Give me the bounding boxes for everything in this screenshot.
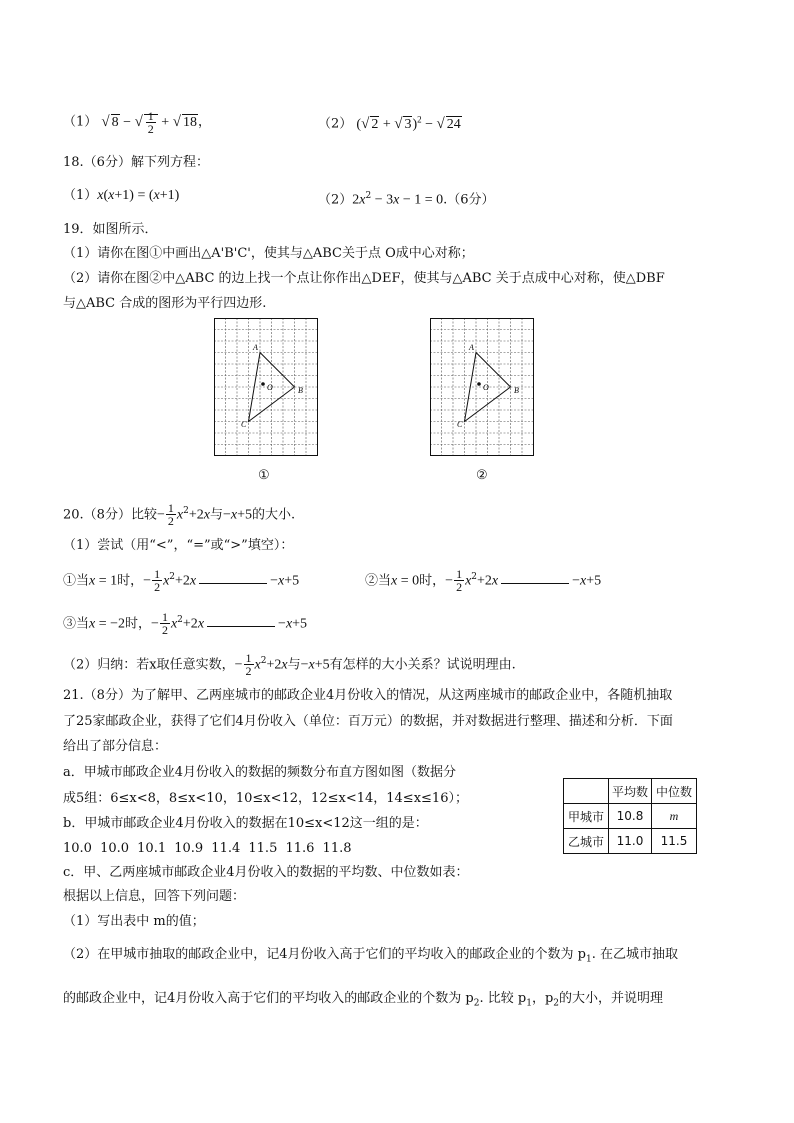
- table-cell: 甲城市: [564, 804, 609, 829]
- table-cell: 11.0: [609, 829, 652, 854]
- figure-2-grid: [430, 318, 534, 456]
- label-a-2: A: [469, 343, 474, 352]
- stats-table: [563, 778, 697, 854]
- q21-question2-a: （2）在甲城市抽取的邮政企业中，记4月份收入高于它们的平均收入的邮政企业的个数为 $p_1$. 在乙城市抽取: [63, 947, 678, 965]
- q19-line2: （2）请你在图②中△ABC 的边上找一个点让你作出△DEF，使其与△ABC 关于点成中心对称，使△DBF: [63, 271, 665, 286]
- q20-case3: ③当x = −2时，− $\frac{1}{2}$ $x^2+2x -x+5$: [63, 610, 308, 638]
- q17-part1-label: （1）: [63, 114, 98, 130]
- q21-line1: 21.（8分）为了解甲、乙两座城市的邮政企业4月份收入的情况，从这两座城市的邮政企业中，各随机抽取: [63, 688, 673, 703]
- q21-line3: 给出了部分信息：: [63, 739, 168, 754]
- table-row: [564, 829, 697, 854]
- q17-expr2: (√ 2 + √ 3)$^2$ − √ 24: [356, 114, 461, 132]
- figure-1-grid: [214, 318, 318, 456]
- q21-question1: （1）写出表中 m的值；: [63, 914, 205, 929]
- figure-1-caption: ①: [258, 468, 270, 483]
- point-o-2: [477, 382, 481, 386]
- answer-blank-3[interactable]: [207, 614, 275, 627]
- q20-line2: （2）归纳：若x取任意实数，− $\frac{1}{2}$ $x^2+2x$与−x+5有怎样的大小关系？试说明理由.: [63, 651, 516, 679]
- answer-blank-2[interactable]: [501, 571, 569, 584]
- label-c-2: C: [457, 420, 463, 429]
- table-header-cell: 中位数: [652, 779, 697, 804]
- q19-title: 19．如图所示．: [63, 222, 158, 237]
- label-a: A: [253, 343, 258, 352]
- q21-question2-b: 的邮政企业中，记4月份收入高于它们的平均收入的邮政企业的个数为 $p_2$. 比较 $p_1$，$p_2$的大小，并说明理: [63, 991, 664, 1009]
- label-o: O: [267, 383, 273, 392]
- q20-line1: （1）尝试（用“<”，“=”或“>”填空）：: [63, 538, 294, 553]
- q18-eq1: x: [97, 188, 104, 203]
- table-cell: 乙城市: [564, 829, 609, 854]
- figure-2-caption: ②: [476, 468, 488, 483]
- q18-part1: （1）x(x+1) = (x+1): [63, 188, 180, 203]
- q21-line2: 了25家邮政企业，获得了它们4月份收入（单位：百万元）的数据，并对数据进行整理、描述和分析．下面: [63, 714, 673, 729]
- label-b-2: B: [514, 386, 519, 395]
- table-cell: 10.8: [609, 804, 652, 829]
- table-cell: 11.5: [652, 829, 697, 854]
- q21-info-a2: 成5组：6≤x<8，8≤x<10，10≤x<12，12≤x<14，14≤x≤16）；: [63, 791, 468, 806]
- q21-info-a1: a．甲城市邮政企业4月份收入的数据的频数分布直方图如图（数据分: [63, 765, 457, 780]
- q20-case1: ①当x = 1时，− $\frac{1}{2}$ $x^2+2x -x+5$: [63, 567, 300, 595]
- q17-expr1: √ 8 − √ $\frac{1}{2}$ + √ 18: [101, 109, 197, 136]
- label-c: C: [241, 420, 247, 429]
- q20-title: 20.（8分）比较− $\frac{1}{2}$ $x^2+2x$与−x+5的大小.: [63, 501, 296, 529]
- q21-info-c2: 根据以上信息，回答下列问题：: [63, 889, 246, 904]
- q21-info-b1: b．甲城市邮政企业4月份收入的数据在10≤x<12这一组的是：: [63, 816, 428, 831]
- q17-line: （1） √ 8 − √ $\frac{1}{2}$ + √ 18，: [63, 109, 211, 136]
- q18-title: 18.（6分）解下列方程：: [63, 155, 209, 170]
- label-b: B: [298, 386, 303, 395]
- table-cell: m: [652, 804, 697, 829]
- q18-part2: $(2)2x^2 - 3x - 1 = 0.(6$分）: [318, 191, 495, 208]
- table-header-cell: [564, 779, 609, 804]
- q17-line-2: [318, 110, 462, 134]
- label-o-2: O: [483, 383, 489, 392]
- q20-case2: ②当x = 0时，− $\frac{1}{2}$ $x^2+2x -x+5$: [365, 567, 602, 595]
- q18-eq2: 2: [352, 192, 360, 208]
- point-o: [261, 382, 265, 386]
- q19-line3: 与△ABC 合成的图形为平行四边形.: [63, 296, 267, 311]
- table-row: [564, 804, 697, 829]
- table-row: [564, 779, 697, 804]
- q19-line1: （1）请你在图①中画出△A'B'C'，使其与△ABC关于点 O成中心对称；: [63, 246, 474, 261]
- q21-info-b-values: 10.0 10.0 10.1 10.9 11.4 11.5 11.6 11.8: [63, 841, 352, 856]
- q21-info-c1: c．甲、乙两座城市邮政企业4月份收入的数据的平均数、中位数如表：: [63, 865, 469, 880]
- answer-blank-1[interactable]: [199, 571, 267, 584]
- table-header-cell: 平均数: [609, 779, 652, 804]
- q17-part2-label: （2）: [318, 116, 353, 132]
